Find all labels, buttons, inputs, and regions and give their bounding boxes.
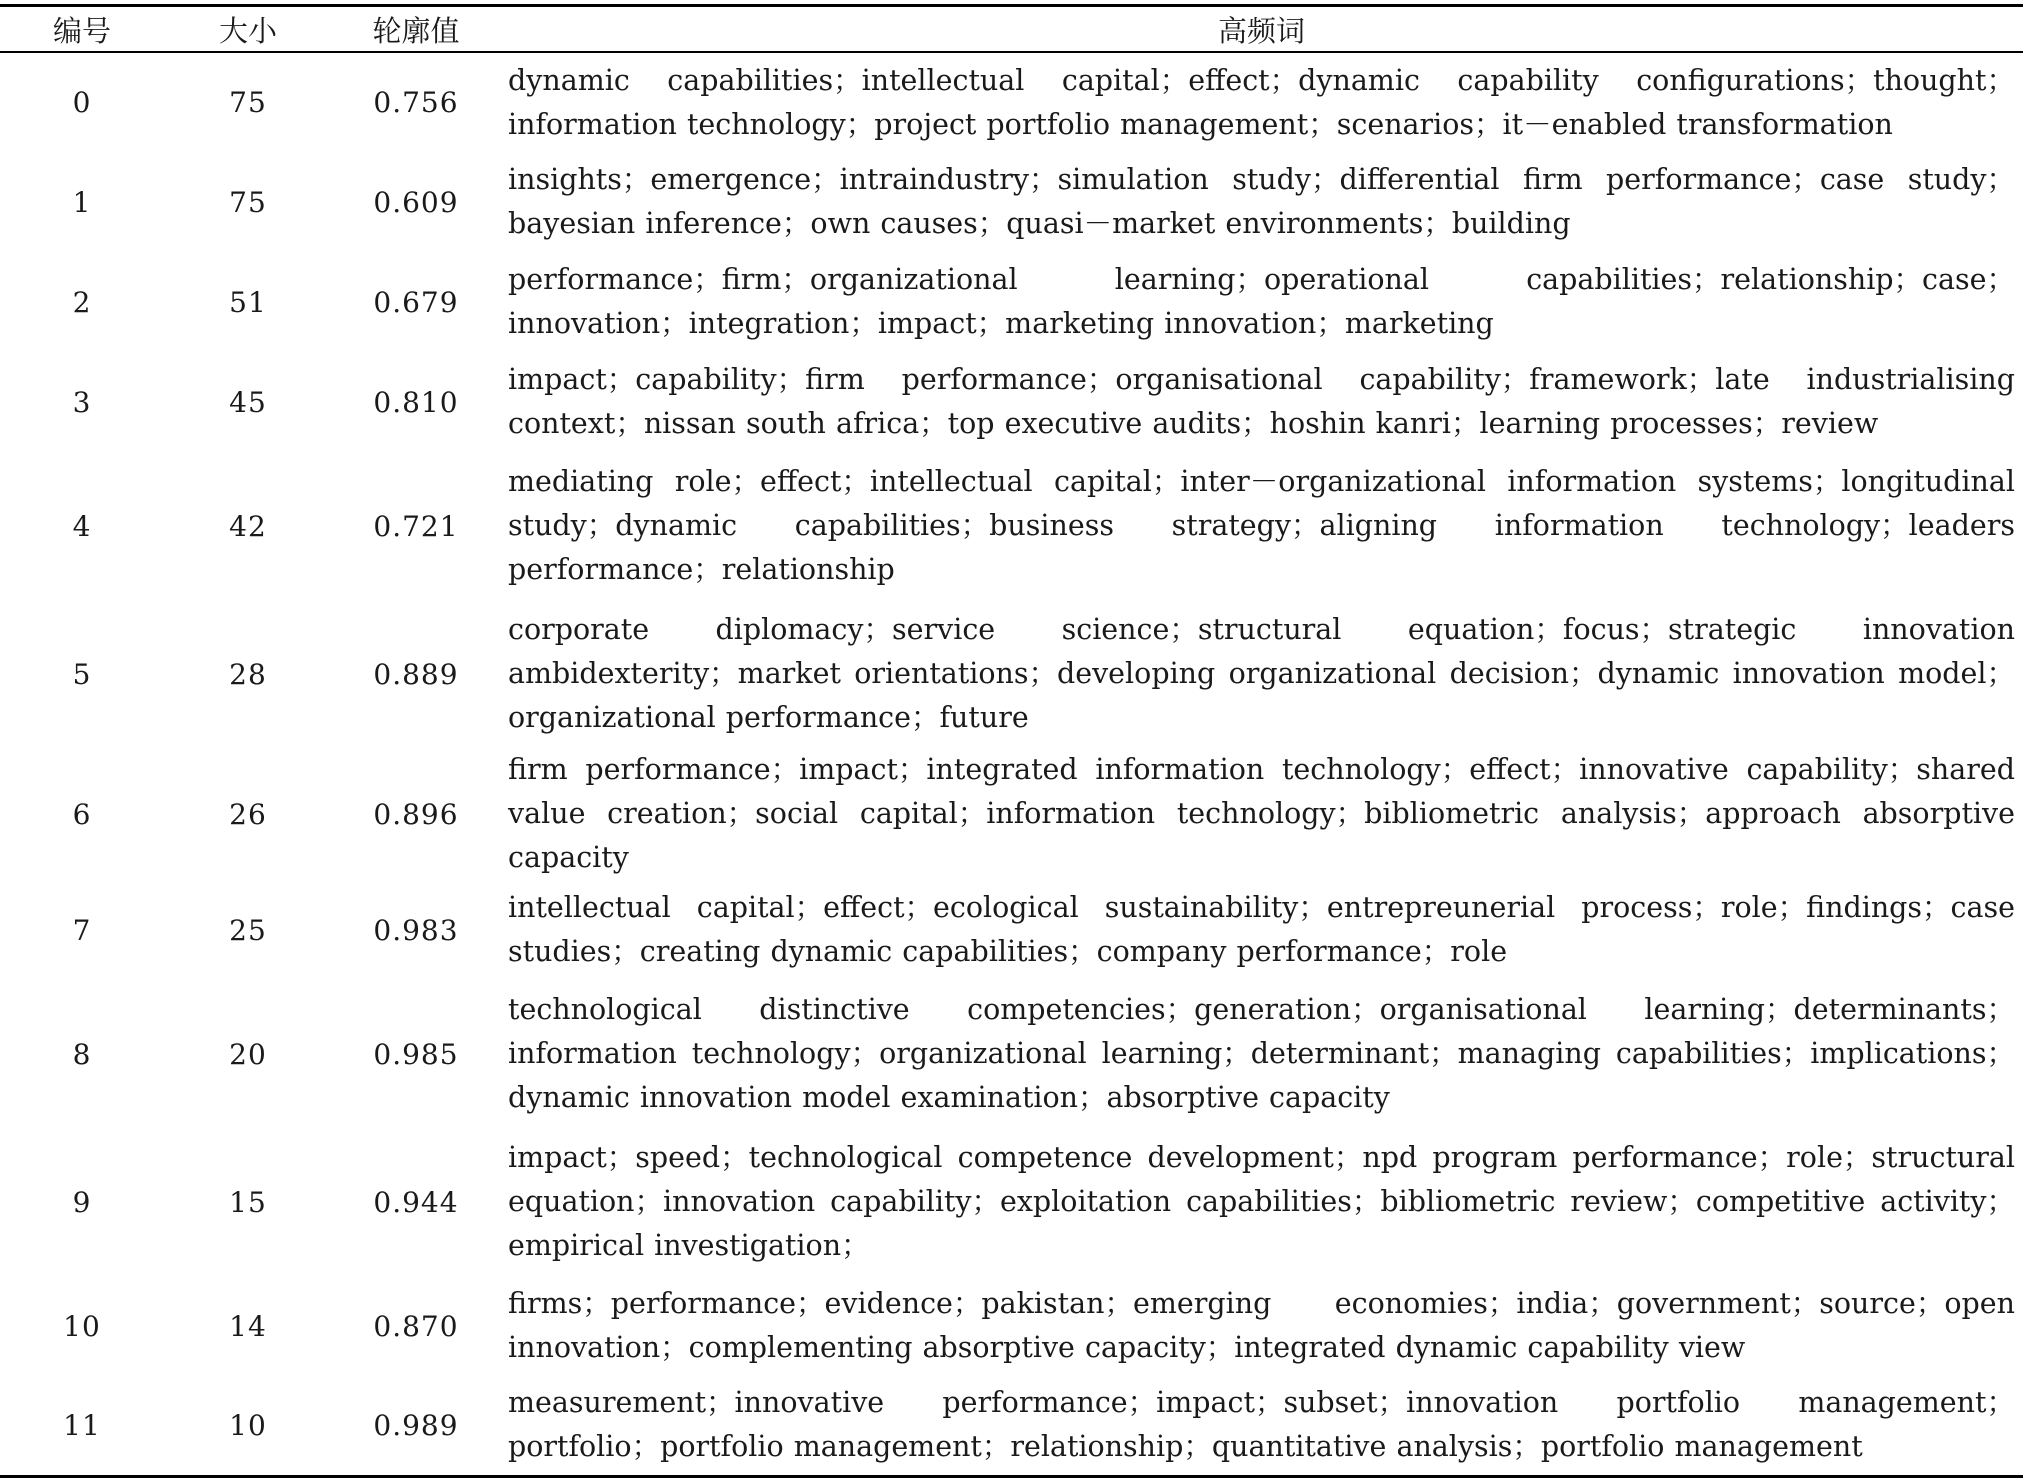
- cell-keywords: mediating role；effect；intellectual capital；inter－organizational information systems；longitudinal study；dynamic capabilities；business strategy；aligning information technology；leaders performance；relationship: [508, 465, 2015, 586]
- cell-silhouette: 0.944: [373, 1185, 459, 1219]
- cell-id: 8: [72, 1037, 92, 1071]
- header-id: 编号: [52, 13, 111, 48]
- table-row: [0, 152, 2023, 252]
- cell-silhouette: 0.810: [373, 385, 459, 419]
- cell-id: 3: [72, 385, 92, 419]
- table-row: [0, 1128, 2023, 1276]
- cell-id: 6: [72, 797, 92, 831]
- cell-silhouette: 0.721: [373, 509, 459, 543]
- cell-size: 75: [229, 86, 267, 119]
- table-row: [0, 880, 2023, 980]
- cell-size: 45: [229, 385, 267, 419]
- cell-size: 51: [229, 285, 267, 319]
- cell-keywords: dynamic capabilities；intellectual capital；effect；dynamic capability configurations；thought；information technology；project portfolio management；scenarios；it－enabled transformation: [508, 63, 2015, 141]
- cell-silhouette: 0.896: [373, 797, 459, 831]
- cell-keywords: firms；performance；evidence；pakistan；emerging economies；india；government；source；open innovation；complementing absorptive capacity；integrated dynamic capability view: [508, 1287, 2015, 1364]
- cell-keywords: performance；firm；organizational learning；operational capabilities；relationship；case；innovation；integration；impact；marketing innovation；marketing: [508, 263, 2015, 340]
- cell-keywords: corporate diplomacy；service science；structural equation；focus；strategic innovation ambidexterity；market orientations；developing organizational decision；dynamic innovation model；organizational performance；future: [508, 613, 2015, 734]
- cell-silhouette: 0.983: [373, 913, 459, 947]
- cell-id: 4: [72, 509, 92, 543]
- cell-keywords: intellectual capital；effect；ecological sustainability；entrepreunerial process；role；findings；case studies；creating dynamic capabilities；company performance；role: [508, 891, 2015, 968]
- cell-keywords: impact；capability；firm performance；organisational capability；framework；late industrialising context；nissan south africa；top executive audits；hoshin kanri；learning processes；review: [508, 363, 2015, 440]
- table-row: [0, 52, 2023, 152]
- cell-silhouette: 0.609: [373, 185, 459, 219]
- header-keywords: 高频词: [1217, 13, 1305, 48]
- table-row: [0, 352, 2023, 452]
- cell-id: 9: [72, 1185, 92, 1219]
- cell-id: 7: [72, 913, 92, 947]
- table-row: [0, 600, 2023, 748]
- cell-silhouette: 0.985: [373, 1037, 459, 1071]
- cell-keywords: impact；speed；technological competence development；npd program performance；role；structural equation；innovation capability；exploitation capabilities；bibliometric review；competitive activity；empirical investigation；: [508, 1141, 2015, 1262]
- table-header-row: [0, 6, 2023, 53]
- cell-keywords: measurement；innovative performance；impact；subset；innovation portfolio management；portfolio；portfolio management；relationship；quantitative analysis；portfolio management: [508, 1386, 2015, 1464]
- cell-silhouette: 0.756: [373, 86, 459, 119]
- cell-keywords: insights；emergence；intraindustry；simulation study；differential firm performance；case study；bayesian inference；own causes；quasi－market environments；building: [508, 163, 2015, 240]
- cluster-keyword-table: [0, 4, 2023, 1478]
- cell-size: 10: [229, 1408, 267, 1442]
- table-row: [0, 1376, 2023, 1476]
- cell-size: 75: [229, 185, 267, 219]
- cell-size: 20: [229, 1037, 267, 1071]
- cell-size: 26: [229, 797, 267, 831]
- cell-id: 0: [72, 86, 92, 119]
- cell-silhouette: 0.679: [373, 285, 459, 319]
- cell-id: 2: [72, 285, 92, 319]
- header-silhouette: 轮廓值: [372, 13, 460, 48]
- cell-size: 14: [229, 1309, 267, 1343]
- table-row: [0, 748, 2023, 880]
- cell-size: 25: [229, 913, 267, 947]
- table-row: [0, 980, 2023, 1128]
- cell-size: 15: [229, 1185, 267, 1219]
- cell-silhouette: 0.889: [373, 657, 459, 691]
- cell-size: 28: [229, 657, 267, 691]
- cell-silhouette: 0.989: [373, 1408, 459, 1442]
- cell-id: 1: [72, 185, 92, 219]
- cell-id: 5: [72, 657, 92, 691]
- cell-size: 42: [229, 509, 267, 543]
- cell-keywords: firm performance；impact；integrated information technology；effect；innovative capability；shared value creation；social capital；information technology；bibliometric analysis；approach absorptive capacity: [508, 753, 2015, 874]
- header-size: 大小: [218, 13, 277, 48]
- cell-id: 11: [63, 1408, 101, 1442]
- table-row: [0, 1276, 2023, 1376]
- cell-silhouette: 0.870: [373, 1309, 459, 1343]
- table-row: [0, 452, 2023, 600]
- cell-keywords: technological distinctive competencies；generation；organisational learning；determinants；information technology；organizational learning；determinant；managing capabilities；implications；dynamic innovation model examination；absorptive capacity: [508, 993, 2015, 1114]
- cell-id: 10: [63, 1309, 101, 1343]
- table-row: [0, 252, 2023, 352]
